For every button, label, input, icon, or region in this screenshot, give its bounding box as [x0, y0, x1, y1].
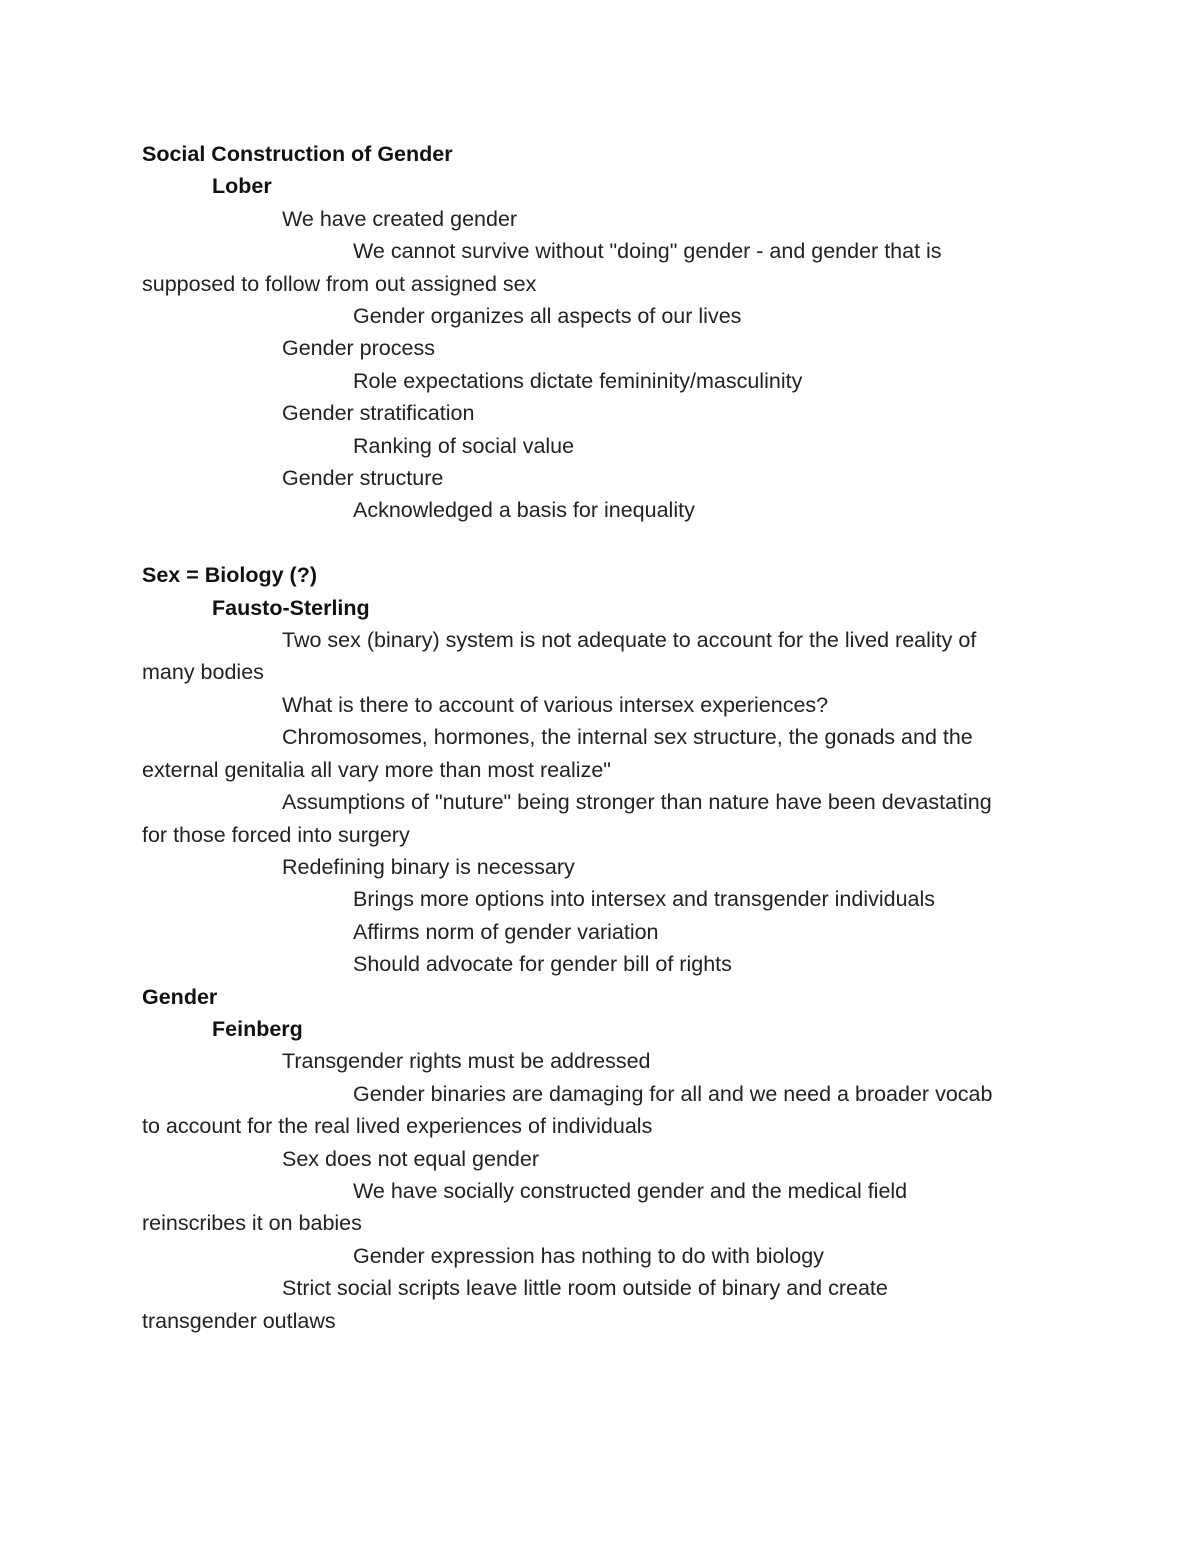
note-line: What is there to account of various intersex experiences? [282, 692, 829, 717]
note-line: We have socially constructed gender and the medical field [353, 1178, 908, 1203]
note-line-continuation: reinscribes it on babies [142, 1211, 362, 1236]
note-line: Brings more options into intersex and transgender individuals [353, 887, 936, 912]
note-line: Gender structure [282, 466, 444, 491]
note-line: Gender process [282, 336, 435, 361]
note-line: We have created gender [282, 206, 518, 231]
note-line: Gender stratification [282, 401, 475, 426]
note-line-continuation: transgender outlaws [142, 1308, 336, 1333]
document-page [142, 138, 1072, 1337]
note-line: We cannot survive without "doing" gender - and gender that is [353, 239, 942, 264]
note-line: Strict social scripts leave little room outside of binary and create [282, 1276, 888, 1301]
note-line: Ranking of social value [353, 433, 575, 458]
note-line: Assumptions of "nuture" being stronger than nature have been devastating [282, 790, 992, 815]
author-heading: Fausto-Sterling [212, 595, 370, 620]
note-line: Should advocate for gender bill of rights [353, 952, 732, 977]
note-line: Affirms norm of gender variation [353, 919, 659, 944]
note-line: Gender binaries are damaging for all and we need a broader vocab [353, 1081, 993, 1106]
section-heading: Gender [142, 984, 218, 1009]
note-line-continuation: many bodies [142, 660, 264, 685]
note-line: Sex does not equal gender [282, 1146, 540, 1171]
note-line: Two sex (binary) system is not adequate to account for the lived reality of [282, 628, 977, 653]
section-heading: Social Construction of Gender [142, 142, 453, 166]
note-line-continuation: to account for the real lived experiences of individuals [142, 1114, 653, 1139]
section-spacer [142, 527, 1072, 559]
note-line: Transgender rights must be addressed [282, 1049, 651, 1074]
note-line: Acknowledged a basis for inequality [353, 498, 695, 523]
note-line: Gender expression has nothing to do with biology [353, 1243, 824, 1268]
author-heading: Lober [212, 174, 272, 199]
note-line: Redefining binary is necessary [282, 854, 575, 879]
note-line-continuation: external genitalia all vary more than most realize" [142, 757, 611, 782]
author-heading: Feinberg [212, 1016, 303, 1041]
note-line: Gender organizes all aspects of our lives [353, 304, 742, 329]
note-line-continuation: for those forced into surgery [142, 822, 410, 847]
section-heading: Sex = Biology (?) [142, 563, 318, 588]
note-line-continuation: supposed to follow from out assigned sex [142, 271, 537, 296]
note-line: Chromosomes, hormones, the internal sex structure, the gonads and the [282, 725, 973, 750]
note-line: Role expectations dictate femininity/masculinity [353, 368, 803, 393]
